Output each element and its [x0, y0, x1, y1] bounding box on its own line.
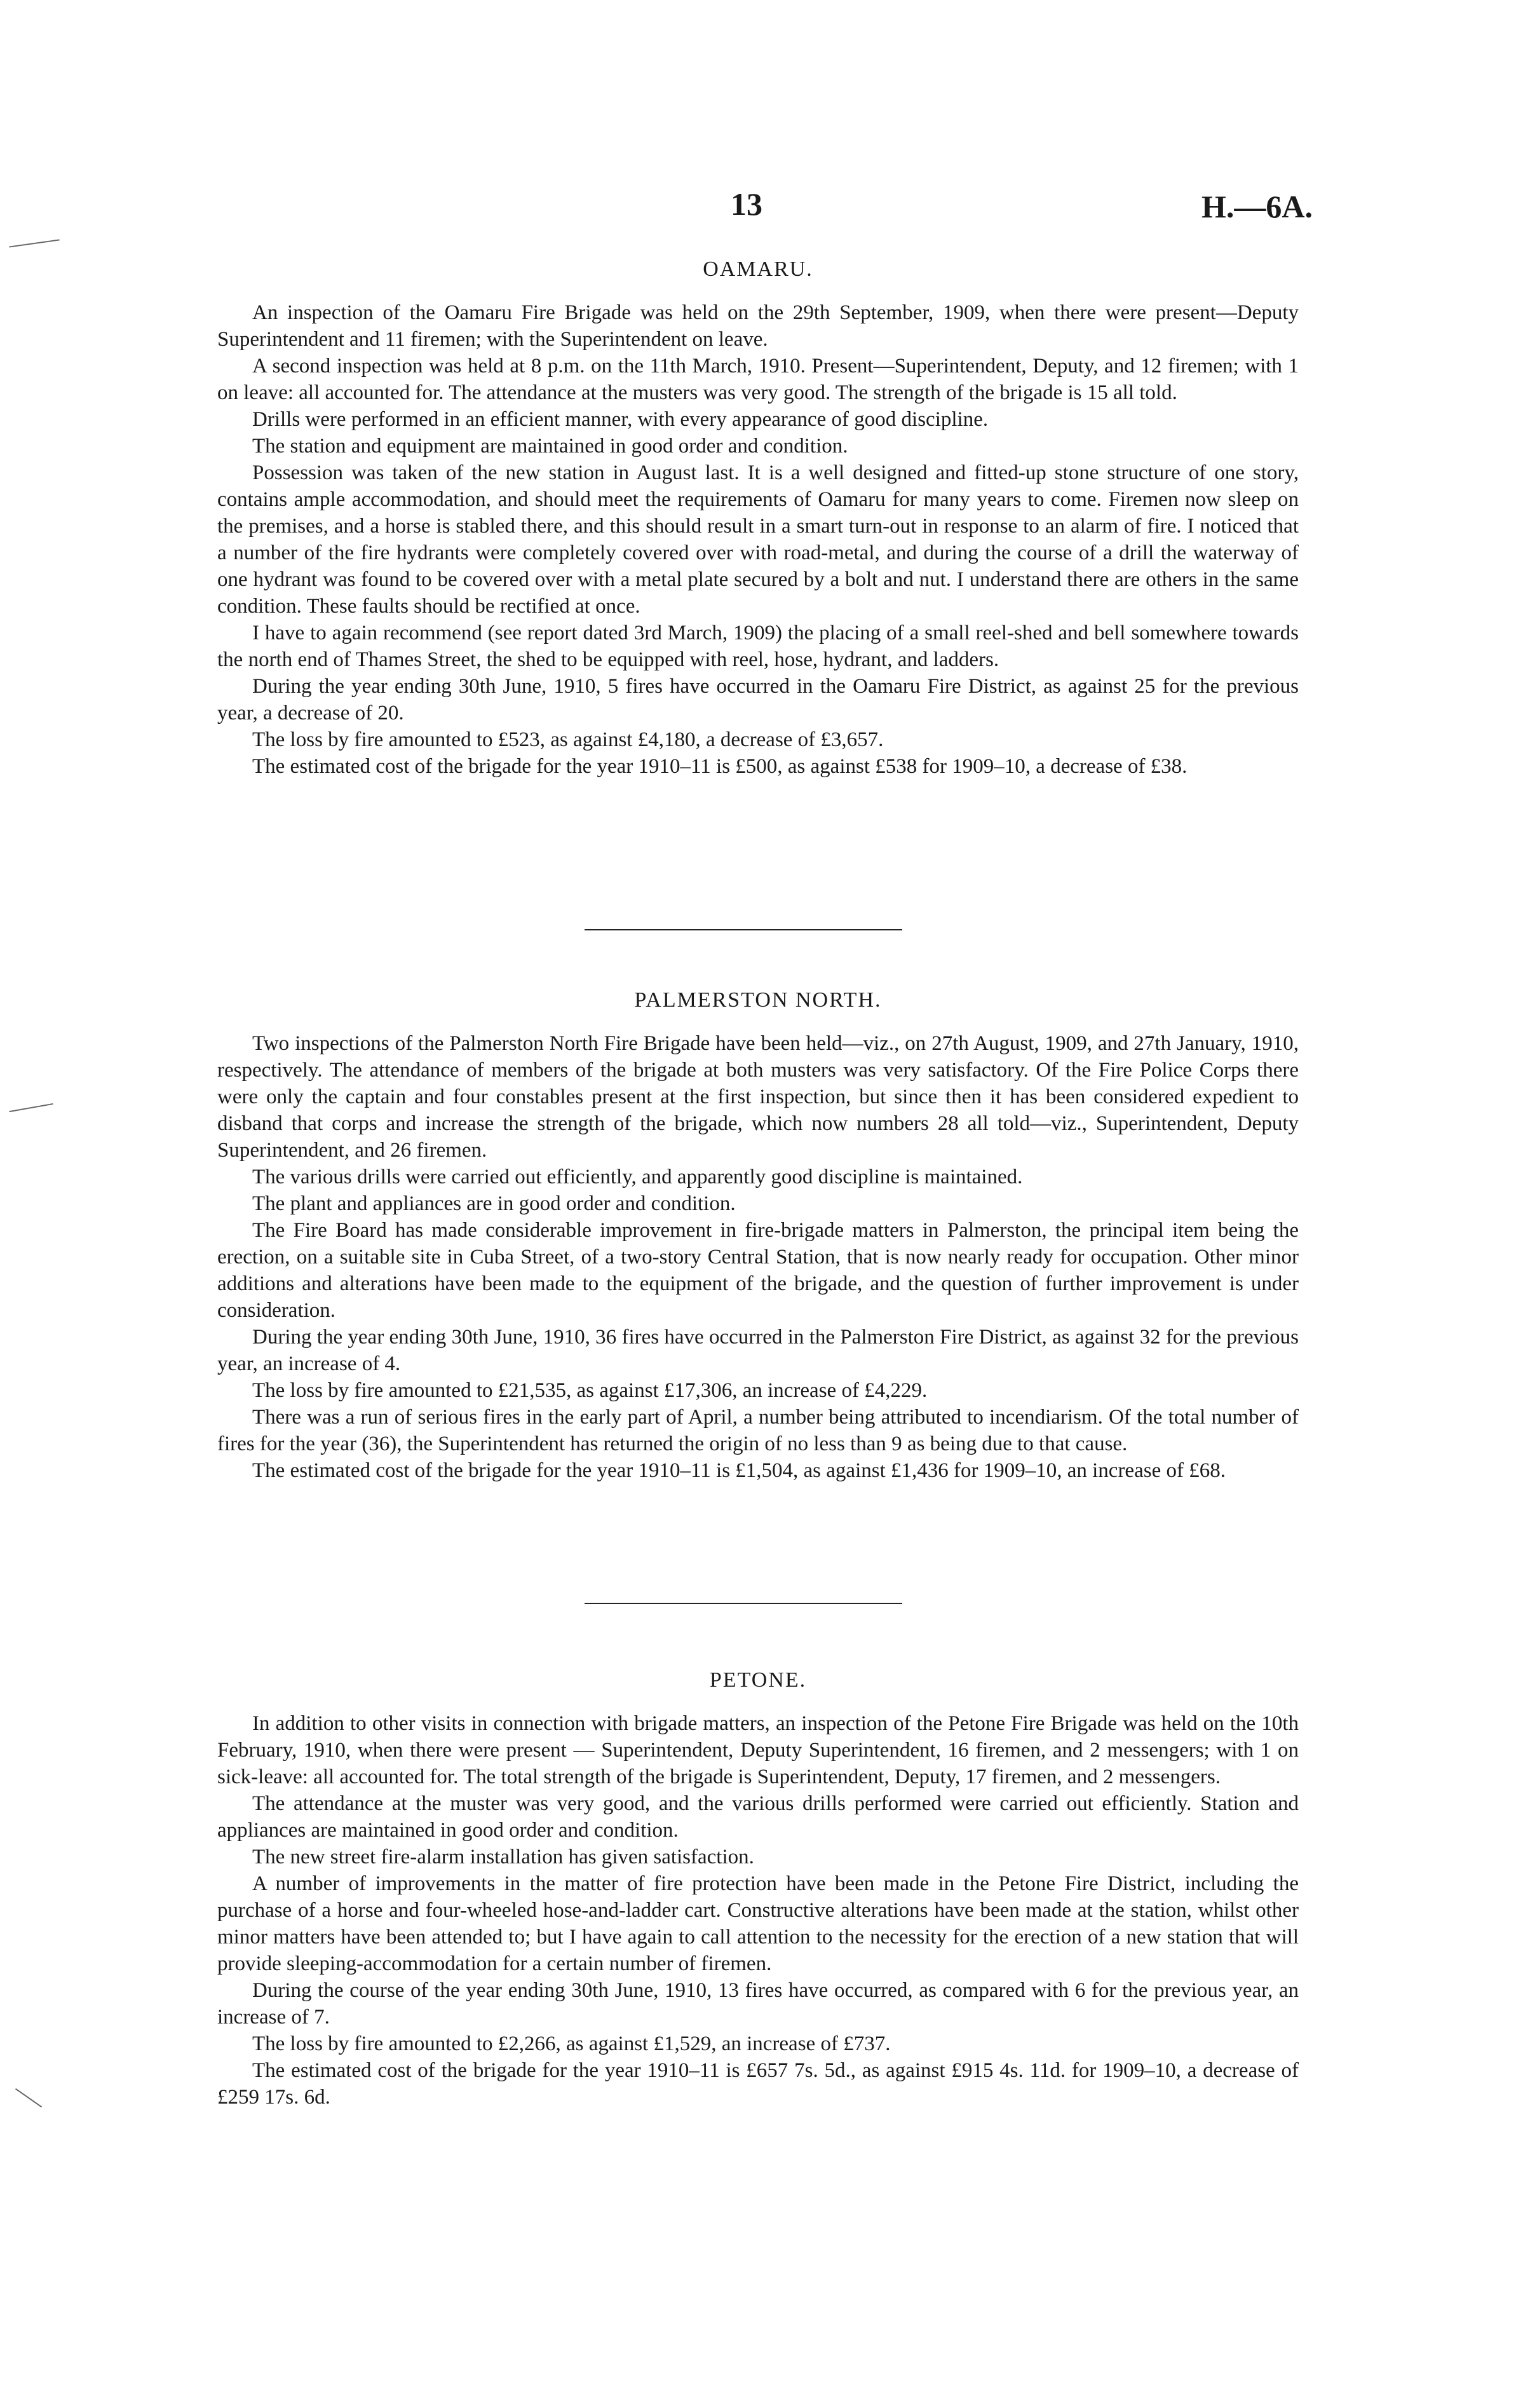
document-code: H.—6A.: [1201, 189, 1313, 224]
section-title: PALMERSTON NORTH.: [634, 988, 882, 1012]
paragraph: A number of improvements in the matter of fire protection have been made in the Petone Fire District, including the purchase of a horse and four-wheeled hose-and-ladder cart. Constructive alterations have been made at the station, whilst other minor matters have been attended to; but I have again to call attention to the necessity for the erection of a new station that will provide sleeping-accommodation for a certain number of firemen.: [217, 1872, 1299, 1975]
paragraph: The station and equipment are maintained in good order and condition.: [252, 435, 848, 458]
paragraph: The attendance at the muster was very good, and the various drills performed were carried out efficiently. Station and appliances are maintained in good order and condition.: [217, 1792, 1299, 1842]
paragraph: The loss by fire amounted to £21,535, as against £17,306, an increase of £4,229.: [252, 1379, 928, 1402]
paragraph: During the year ending 30th June, 1910, 36 fires have occurred in the Palmerston Fire District, as against 32 for the previous year, an increase of 4.: [217, 1326, 1299, 1375]
paragraph: There was a run of serious fires in the early part of April, a number being attributed to incendiarism. Of the total number of fires for the year (36), the Superintendent has returned the origin of no less than 9 as being due to that cause.: [217, 1406, 1299, 1455]
paragraph: The loss by fire amounted to £523, as against £4,180, a decrease of £3,657.: [252, 728, 884, 751]
section-palmerston-north: [217, 988, 1299, 1484]
paragraph: Drills were performed in an efficient manner, with every appearance of good discipline.: [252, 408, 989, 431]
paragraph: A second inspection was held at 8 p.m. on the 11th March, 1910. Present—Superintendent, Deputy, and 12 firemen; with 1 on leave: all accounted for. The attendance at the musters was very good. The strength of the brigade is 15 all told.: [217, 355, 1299, 404]
paragraph: The estimated cost of the brigade for the year 1910–11 is £1,504, as against £1,436 for 1909–10, an increase of £68.: [252, 1459, 1226, 1482]
section-oamaru: [217, 257, 1299, 780]
margin-mark: [9, 1103, 53, 1112]
page-number: 13: [731, 186, 762, 222]
section-divider: [585, 1603, 902, 1604]
paragraph: Possession was taken of the new station in August last. It is a well designed and fitted-up stone structure of one story, contains ample accommodation, and should meet the requirements of Oamaru for many years to come. Firemen now sleep on the premises, and a horse is stabled there, and this should result in a smart turn-out in response to an alarm of fire. I noticed that a number of the fire hydrants were completely covered over with road-metal, and during the course of a drill the waterway of one hydrant was found to be covered over with a metal plate secured by a bolt and nut. I understand there are others in the same condition. These faults should be rectified at once.: [217, 461, 1299, 618]
paragraph: I have to again recommend (see report dated 3rd March, 1909) the placing of a small reel-shed and bell somewhere towards the north end of Thames Street, the shed to be equipped with reel, hose, hydrant, and ladders.: [217, 622, 1299, 671]
paragraph: During the course of the year ending 30th June, 1910, 13 fires have occurred, as compared with 6 for the previous year, an increase of 7.: [217, 1979, 1299, 2029]
paragraph: The new street fire-alarm installation has given satisfaction.: [252, 1846, 754, 1868]
paragraph: The loss by fire amounted to £2,266, as against £1,529, an increase of £737.: [252, 2032, 891, 2055]
section-divider: [585, 929, 902, 930]
paragraph: In addition to other visits in connection with brigade matters, an inspection of the Petone Fire Brigade was held on the 10th February, 1910, when there were present — Superintendent, Deputy Superintendent, 16 firemen, and 2 messengers; with 1 on sick-leave: all accounted for. The total strength of the brigade is Superintendent, Deputy, 17 firemen, and 2 messengers.: [217, 1712, 1299, 1788]
section-petone: [217, 1668, 1299, 2111]
paragraph: The estimated cost of the brigade for the year 1910–11 is £500, as against £538 for 1909–10, a decrease of £38.: [252, 755, 1188, 778]
section-title: OAMARU.: [703, 257, 813, 281]
paragraph: The plant and appliances are in good order and condition.: [252, 1192, 736, 1215]
margin-mark: [9, 239, 59, 247]
section-title: PETONE.: [709, 1668, 807, 1692]
paragraph: The estimated cost of the brigade for the year 1910–11 is £657 7s. 5d., as against £915 4s. 11d. for 1909–10, a decrease of £259 17s. 6d.: [217, 2059, 1299, 2109]
paragraph: An inspection of the Oamaru Fire Brigade was held on the 29th September, 1909, when there were present—Deputy Superintendent and 11 firemen; with the Superintendent on leave.: [217, 301, 1299, 351]
paragraph: During the year ending 30th June, 1910, 5 fires have occurred in the Oamaru Fire District, as against 25 for the previous year, a decrease of 20.: [217, 675, 1299, 724]
paragraph: Two inspections of the Palmerston North Fire Brigade have been held—viz., on 27th August, 1909, and 27th January, 1910, respectively. The attendance of members of the brigade at both musters was very satisfactory. Of the Fire Police Corps there were only the captain and four constables present at the first inspection, but since then it has been considered expedient to disband that corps and increase the strength of the brigade, which now numbers 28 all told—viz., Superintendent, Deputy Superintendent, and 26 firemen.: [217, 1032, 1299, 1162]
paragraph: The Fire Board has made considerable improvement in fire-brigade matters in Palmerston, the principal item being the erection, on a suitable site in Cuba Street, of a two-story Central Station, that is now nearly ready for occupation. Other minor additions and alterations have been made to the equipment of the brigade, and the question of further improvement is under consideration.: [217, 1219, 1299, 1322]
paragraph: The various drills were carried out efficiently, and apparently good discipline is maintained.: [252, 1166, 1023, 1188]
margin-mark: [15, 2088, 42, 2107]
